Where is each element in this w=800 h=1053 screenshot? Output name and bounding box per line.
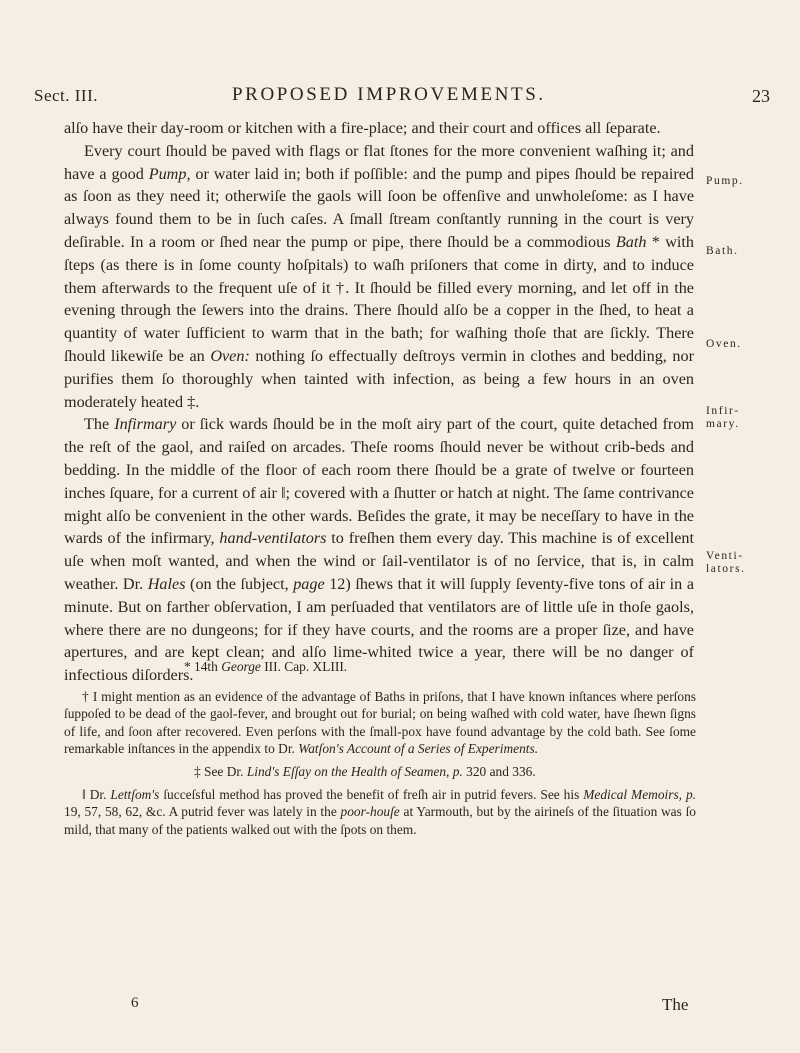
- oven-term: Oven:: [210, 346, 250, 365]
- paragraph-1: alſo have their day-room or kitchen with a fire-place; and their court and offices all ſeparate.: [64, 119, 661, 137]
- page-ref: page: [293, 574, 325, 593]
- paragraph-2: Every court ſhould be paved with flags or flat ſtones for the more convenient waſhing it; and have a good Pump, or water laid in; both if poſſible: and the pump and pipes ſhould be repaired as ſoon as they need it; otherwiſe the gaols will ſoon be offenſive and unwholeſome: as I have always found them to be in ſuch caſes. A ſmall ſtream conſtantly running in the court is very deſirable. In a room or ſhed near the pump or pipe, there ſhould be a commodious Bath * with ſteps (as there is in ſome county hoſpitals) to waſh priſoners that come in dirty, and to induce them afterwards to the frequent uſe of it †. It ſhould be filled every morning, and let off in the evening through the ſewers into the drains. There ſhould alſo be a copper in the ſhed, to heat a quantity of water ſufficient to warm that in the bath; for waſhing thoſe that are ſickly. There ſhould likewiſe be an Oven: nothing ſo effectually deſtroys vermin in clothes and bedding, nor purifies them ſo thoroughly when tainted with infection, as being a few hours in an oven moderately heated ‡.: [64, 141, 695, 411]
- pump-term: Pump,: [148, 164, 191, 183]
- catchword: The: [662, 995, 689, 1014]
- infirmary-term: Infirmary: [114, 415, 177, 434]
- footnote-dagger: † I might mention as an evidence of the advantage of Baths in priſons, that I have known inſtances where perſons ſuppoſed to be dead of the gaol-fever, and brought out for burial; on being waſhed with cold water, have ſhewn ſigns of life, and ſoon after recovered. Even perſons with the ſmall-pox have found advantage by the cold bath. See ſome remarkable inſtances in the appendix to Dr. Watſon's Account of a Series of Experiments.: [64, 688, 696, 757]
- running-header: [34, 82, 776, 112]
- footnote-asterisk: * 14th George III. Cap. XLIII.: [184, 659, 348, 674]
- signature-mark: 6: [131, 995, 139, 1011]
- hales-name: Hales: [147, 574, 186, 593]
- running-title: PROPOSED IMPROVEMENTS.: [232, 84, 546, 105]
- paragraph-3: The Infirmary or ſick wards ſhould be in the moſt airy part of the court, quite detached from the reſt of the gaol, and raiſed on arcades. Theſe rooms ſhould never be without crib-beds and bedding. In the middle of the floor of each room there ſhould be a grate of twelve or fourteen inches ſquare, for a current of air ‖; covered with a ſhutter or hatch at night. The ſame contrivance might alſo be convenient in the other wards. Beſides the grate, it may be neceſſary to have in the wards of the infirmary, hand-ventilators to freſhen them every day. This machine is of excellent uſe when moſt wanted, and when the wind or ſail-ventilator is of no ſervice, that is, in calm weather. Dr. Hales (on the ſubject, page 12) ſhews that it will ſupply ſeventy-five tons of air in a minute. But on farther obſervation, I am perſuaded that ventilators are of little uſe in thoſe gaols, where there are no dungeons; for if they have courts, and the rooms are a proper ſize, and have apertures, and are kept clean; and alſo lime-whited twice a year, there will be no danger of infectious diſorders.: [64, 415, 695, 685]
- margin-note-ventilators: Venti- lators.: [706, 550, 746, 575]
- bath-term: Bath: [615, 232, 647, 251]
- page-number: 23: [752, 86, 770, 106]
- margin-note-pump: Pump.: [706, 175, 744, 187]
- margin-note-infirmary: Infir- mary.: [706, 405, 740, 430]
- margin-note-oven: Oven.: [706, 338, 742, 350]
- ventilators-term: hand-ventilators: [219, 529, 327, 548]
- footnote-parallel: ‖ Dr. Lettſom's ſucceſsful method has proved the benefit of freſh air in putrid fevers. See his Medical Memoirs, p. 19, 57, 58, 62, &c. A putrid fever was lately in the poor-houſe at Yarmouth, but by the airineſs of the ſituation was ſo mild, that many of the patients walked out with the ſpots on them.: [64, 786, 696, 837]
- main-text: [64, 117, 694, 687]
- margin-note-bath: Bath.: [706, 245, 739, 257]
- footnotes: [64, 658, 696, 843]
- section-label: Sect. III.: [34, 86, 99, 105]
- footnote-double-dagger: ‡ See Dr. Lind's Eſſay on the Health of Seamen, p. 320 and 336.: [194, 763, 536, 779]
